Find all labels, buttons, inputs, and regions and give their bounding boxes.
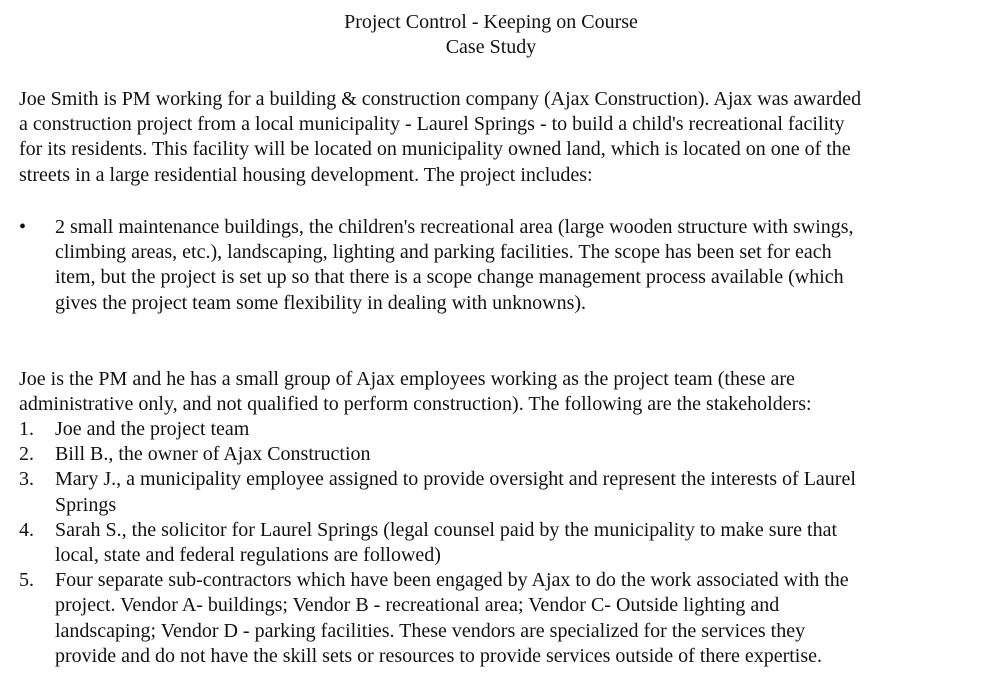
team-line: Joe is the PM and he has a small group of Ajax employees working as the project team (these are: [19, 368, 795, 390]
list-item: [19, 518, 856, 568]
list-number: 5.: [19, 569, 34, 592]
list-item-line: Mary J., a municipality employee assigned to provide oversight and represent the interests of Laurel: [55, 468, 856, 491]
list-item-line: local, state and federal regulations are followed): [55, 544, 441, 567]
list-item-line: landscaping; Vendor D - parking facilities. These vendors are specialized for the services they: [55, 619, 806, 642]
list-item: [19, 467, 856, 517]
list-item-line: provide and do not have the skill sets or resources to provide services outside of there expertise.: [55, 644, 823, 667]
list-item: [19, 442, 856, 467]
bullet-line: item, but the project is set up so that there is a scope change management process available (which: [55, 266, 844, 289]
list-number: 1.: [19, 418, 34, 440]
bullet-line: 2 small maintenance buildings, the children's recreational area (large wooden structure with swings,: [55, 216, 854, 238]
list-item-line: project. Vendor A- buildings; Vendor B - recreational area; Vendor C- Outside lighting and: [55, 594, 780, 617]
list-item: [19, 568, 856, 669]
title-line-1: Project Control - Keeping on Course: [344, 11, 638, 33]
list-number: 3.: [19, 468, 34, 491]
list-number: 2.: [19, 443, 34, 466]
bullet-line: climbing areas, etc.), landscaping, lighting and parking facilities. The scope has been set for each: [55, 241, 832, 264]
stakeholder-list: [19, 417, 856, 669]
list-item-line: Sarah S., the solicitor for Laurel Springs (legal counsel paid by the municipality to make sure that: [55, 518, 838, 541]
list-item-line: Bill B., the owner of Ajax Construction: [55, 443, 371, 466]
list-item-line: Four separate sub-contractors which have been engaged by Ajax to do the work associated with the: [55, 569, 849, 592]
bullet-marker: •: [19, 216, 27, 238]
document-title: [0, 10, 982, 60]
bullet-line: gives the project team some flexibility in dealing with unknowns).: [55, 291, 587, 314]
team-line: administrative only, and not qualified to perform construction). The following are the stakeholders:: [19, 393, 812, 416]
list-number: 4.: [19, 518, 34, 541]
intro-line: for its residents. This facility will be located on municipality owned land, which is located on one of the: [19, 138, 851, 161]
list-item-line: Joe and the project team: [55, 418, 250, 440]
intro-paragraph: [19, 87, 861, 188]
team-paragraph: [19, 367, 812, 417]
list-item-line: Springs: [55, 493, 117, 516]
intro-line: a construction project from a local municipality - Laurel Springs - to build a child's recreational facility: [19, 113, 845, 136]
intro-line: Joe Smith is PM working for a building & construction company (Ajax Construction). Ajax was awarded: [19, 88, 862, 110]
intro-line: streets in a large residential housing development. The project includes:: [19, 163, 593, 186]
bullet-text: [55, 215, 854, 316]
list-item: [19, 417, 856, 442]
title-line-2: Case Study: [445, 36, 537, 58]
